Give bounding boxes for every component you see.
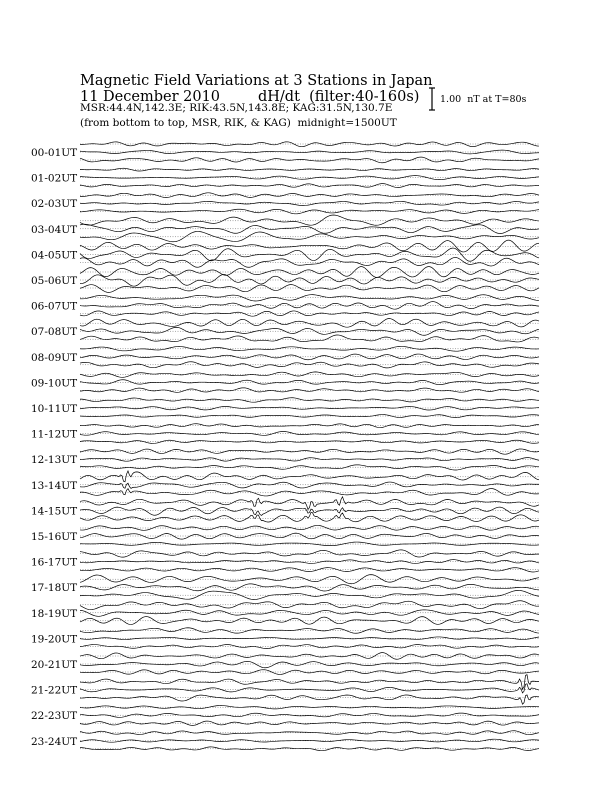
- trace-kag-row-18: [80, 601, 539, 610]
- row-label-07-08ut: 07-08UT: [31, 326, 78, 339]
- trace-msr-row-19: [80, 645, 539, 649]
- scale-label: 1.00 nT at T=80s: [440, 94, 527, 105]
- row-label-00-01ut: 00-01UT: [31, 147, 78, 159]
- row-label-14-15ut: 14-15UT: [31, 505, 78, 518]
- trace-kag-row-4: [80, 240, 539, 252]
- trace-kag-row-11: [80, 424, 539, 428]
- row-label-23-24ut: 23-24UT: [31, 735, 78, 748]
- trace-rik-row-18: [80, 610, 539, 616]
- chart-title: Magnetic Field Variations at 3 Stations in Japan: [80, 73, 433, 89]
- trace-rik-row-1: [80, 176, 539, 180]
- row-label-03-04ut: 03-04UT: [31, 223, 78, 236]
- trace-kag-row-12: [80, 449, 539, 454]
- trace-msr-row-9: [80, 388, 539, 393]
- trace-msr-row-17: [80, 590, 539, 599]
- row-label-02-03ut: 02-03UT: [31, 198, 78, 211]
- row-label-17-18ut: 17-18UT: [31, 582, 78, 595]
- row-label-08-09ut: 08-09UT: [31, 351, 78, 364]
- chart-date: 11 December 2010: [80, 89, 221, 105]
- row-label-16-17ut: 16-17UT: [31, 556, 78, 569]
- trace-kag-row-21: [80, 675, 539, 690]
- row-label-21-22ut: 21-22UT: [31, 684, 78, 697]
- row-label-10-11ut: 10-11UT: [31, 403, 78, 415]
- trace-msr-row-13: [80, 489, 539, 496]
- trace-rik-row-4: [80, 248, 539, 261]
- trace-msr-row-21: [80, 695, 539, 704]
- row-label-13-14ut: 13-14UT: [31, 479, 78, 492]
- row-label-11-12ut: 11-12UT: [31, 428, 78, 441]
- trace-msr-row-5: [80, 285, 539, 293]
- trace-rik-row-13: [80, 482, 539, 488]
- row-label-05-06ut: 05-06UT: [31, 275, 78, 287]
- row-label-20-21ut: 20-21UT: [31, 659, 78, 671]
- row-label-12-13ut: 12-13UT: [31, 454, 78, 467]
- row-labels: [31, 147, 77, 748]
- trace-msr-row-14: [80, 512, 539, 522]
- trace-rik-row-20: [80, 661, 539, 667]
- station-coordinates: MSR:44.4N,142.3E; RIK:43.5N,143.8E; KAG:31.5N,130.7E: [80, 102, 393, 114]
- trace-rik-row-19: [80, 637, 539, 640]
- trace-rik-row-16: [80, 560, 539, 564]
- trace-rik-row-21: [80, 684, 539, 693]
- row-label-01-02ut: 01-02UT: [31, 172, 78, 185]
- traces: [80, 142, 540, 751]
- trace-msr-row-6: [80, 311, 539, 316]
- trace-kag-row-13: [80, 471, 539, 482]
- trace-rik-row-5: [80, 274, 539, 286]
- row-label-06-07ut: 06-07UT: [31, 300, 78, 313]
- row-label-04-05ut: 04-05UT: [31, 249, 78, 262]
- trace-msr-row-23: [80, 747, 539, 751]
- trace-msr-row-7: [80, 335, 539, 342]
- trace-msr-row-2: [80, 209, 539, 214]
- trace-kag-row-7: [80, 319, 539, 328]
- row-label-15-16ut: 15-16UT: [31, 531, 78, 543]
- trace-rik-row-11: [80, 432, 539, 436]
- trace-kag-row-22: [80, 706, 539, 709]
- trace-msr-row-8: [80, 362, 539, 368]
- trace-kag-row-16: [80, 550, 539, 557]
- row-label-22-23ut: 22-23UT: [31, 710, 78, 723]
- chart-quantity: dH/dt (filter:40-160s): [258, 89, 420, 105]
- trace-rik-row-14: [80, 507, 539, 515]
- row-label-09-10ut: 09-10UT: [31, 377, 78, 390]
- trace-rik-row-2: [80, 201, 539, 205]
- station-order-note: (from bottom to top, MSR, RIK, & KAG) midnight=1500UT: [80, 117, 397, 129]
- row-label-19-20ut: 19-20UT: [31, 633, 78, 646]
- scale-bar: [429, 88, 435, 110]
- trace-kag-row-14: [80, 497, 539, 510]
- trace-rik-row-12: [80, 458, 539, 462]
- trace-kag-row-3: [80, 215, 539, 225]
- row-label-18-19ut: 18-19UT: [31, 607, 78, 620]
